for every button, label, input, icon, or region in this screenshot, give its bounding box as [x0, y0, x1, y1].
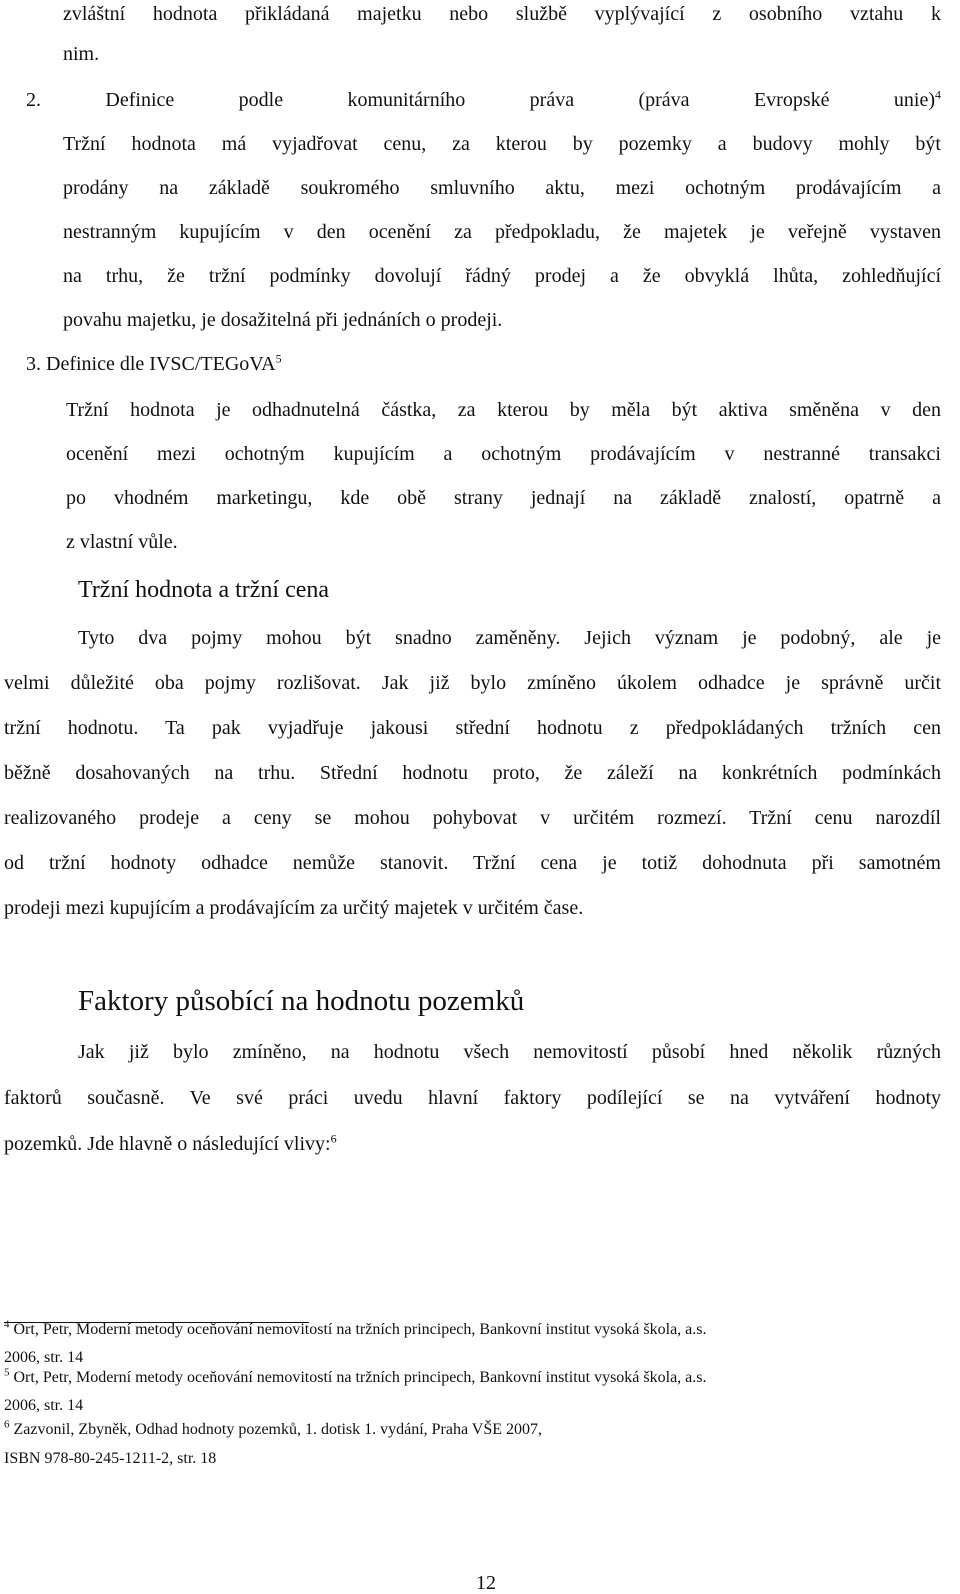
footnote-number: 4: [4, 1318, 10, 1331]
footnote-number: 5: [4, 1366, 10, 1379]
page-number: 12: [476, 1572, 496, 1594]
footnote-5: [4, 1368, 707, 1388]
definition-2-line: povahu majetku, je dosažitelná při jednáních o prodeji.: [63, 309, 503, 331]
definition-3-line: z vlastní vůle.: [66, 531, 178, 553]
footnote-text: Ort, Petr, Moderní metody oceňování nemovitostí na tržních principech, Bankovní institut vysoká škola, a.s.: [13, 1369, 707, 1386]
footnote-6-continuation: ISBN 978-80-245-1211-2, str. 18: [4, 1450, 217, 1467]
section-market-line: běžně dosahovaných na trhu. Střední hodnotu proto, že záleží na konkrétních podmínkách: [4, 762, 941, 784]
section-factors-line: Jak již bylo zmíněno, na hodnotu všech nemovitostí působí hned několik různých: [78, 1041, 941, 1063]
footnote-6: [4, 1420, 542, 1440]
section-market-line: od tržní hodnoty odhadce nemůže stanovit. Tržní cena je totiž dohodnuta při samotném: [4, 852, 941, 874]
footnote-ref-4: 4: [935, 88, 941, 102]
section-factors-line: faktorů současně. Ve své práci uvedu hlavní faktory podílející se na vytváření hodnoty: [4, 1087, 941, 1109]
section-market-line: tržní hodnotu. Ta pak vyjadřuje jakousi střední hodnotu z předpokládaných tržních cen: [4, 717, 941, 739]
definition-3-title: 3. Definice dle IVSC/TEGoVA: [26, 353, 276, 375]
definition-2-heading: [26, 88, 941, 114]
definition-2-line: nestranným kupujícím v den ocenění za předpokladu, že majetek je veřejně vystaven: [63, 221, 941, 243]
paragraph-line: zvláštní hodnota přikládaná majetku nebo službě vyplývající z osobního vztahu k: [63, 3, 941, 25]
section-market-line: prodeji mezi kupujícím a prodávajícím za určitý majetek v určitém čase.: [4, 897, 584, 919]
footnote-5-continuation: 2006, str. 14: [4, 1397, 84, 1414]
section-market-line: realizovaného prodeje a ceny se mohou pohybovat v určitém rozmezí. Tržní cenu narozdíl: [4, 807, 941, 829]
footnote-4: [4, 1320, 707, 1340]
definition-3-line: Tržní hodnota je odhadnutelná částka, za kterou by měla být aktiva směněna v den: [66, 399, 941, 421]
footnote-number: 6: [4, 1418, 10, 1431]
paragraph-line: nim.: [63, 43, 100, 65]
section-factors-line: [4, 1132, 337, 1156]
definition-2-line: prodány na základě soukromého smluvního aktu, mezi ochotným prodávajícím a: [63, 177, 941, 199]
section-market-line: velmi důležité oba pojmy rozlišovat. Jak již bylo zmíněno úkolem odhadce je správně určit: [4, 672, 941, 694]
footnote-ref-6: 6: [330, 1131, 337, 1146]
definition-3-line: po vhodném marketingu, kde obě strany jednají na základě znalostí, opatrně a: [66, 487, 941, 509]
section-market-line: Tyto dva pojmy mohou být snadno zaměněny. Jejich význam je podobný, ale je: [78, 627, 941, 649]
footnote-ref-5: 5: [275, 351, 282, 366]
section-heading-market: Tržní hodnota a tržní cena: [78, 577, 330, 603]
definition-2-line: Tržní hodnota má vyjadřovat cenu, za kterou by pozemky a budovy mohly být: [63, 133, 941, 155]
section-heading-factors: Faktory působící na hodnotu pozemků: [78, 985, 525, 1017]
definition-3-heading: [26, 352, 282, 376]
footnote-text: Ort, Petr, Moderní metody oceňování nemovitostí na tržních principech, Bankovní institut vysoká škola, a.s.: [13, 1321, 707, 1338]
definition-3-line: ocenění mezi ochotným kupujícím a ochotným prodávajícím v nestranné transakci: [66, 443, 941, 465]
section-factors-last-text: pozemků. Jde hlavně o následující vlivy:: [4, 1133, 331, 1155]
footnote-4-continuation: 2006, str. 14: [4, 1349, 84, 1366]
definition-2-line: na trhu, že tržní podmínky dovolují řádný prodej a že obvyklá lhůta, zohledňující: [63, 265, 941, 287]
definition-2-title: 2. Definice podle komunitárního práva (práva Evropské unie): [26, 89, 935, 111]
footnote-text: Zazvonil, Zbyněk, Odhad hodnoty pozemků, 1. dotisk 1. vydání, Praha VŠE 2007,: [13, 1421, 543, 1438]
